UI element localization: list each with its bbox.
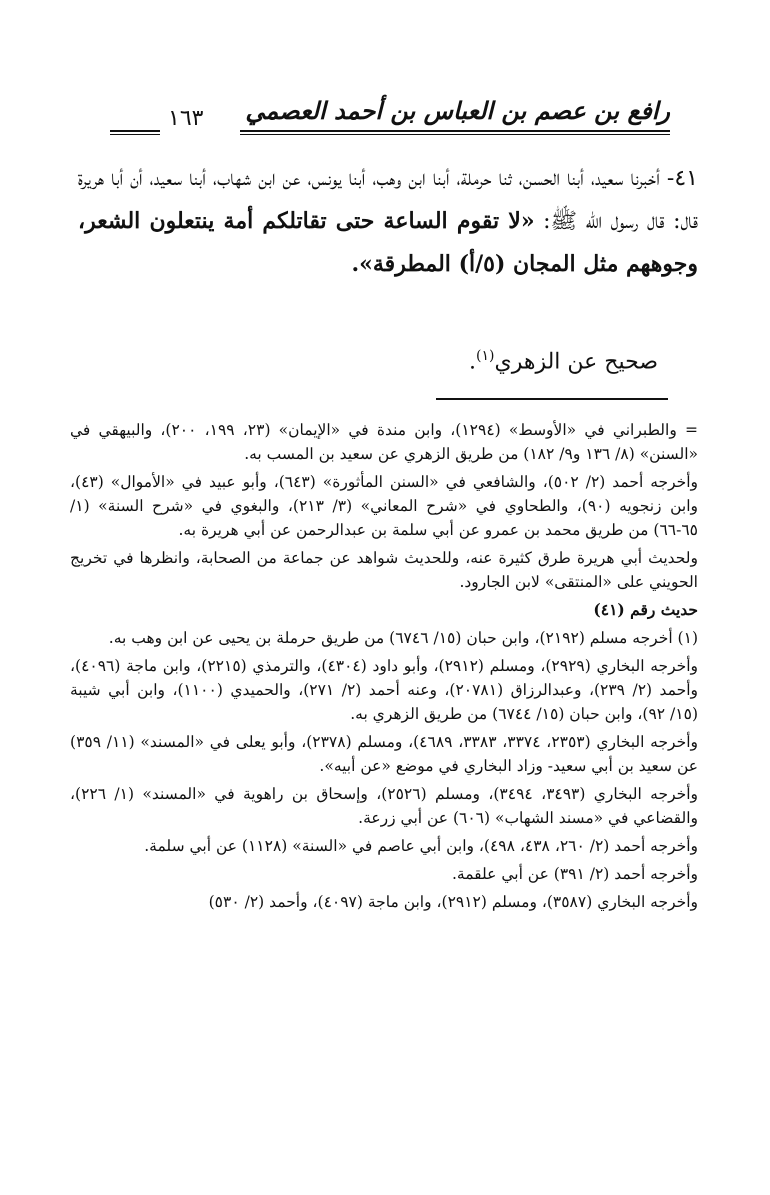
hadith-text [78, 158, 698, 286]
header-rule [240, 130, 670, 135]
footnote-1: (١) أخرجه مسلم (٢١٩٢)، وابن حبان (١٥/ ٦٧٤٦) من طريق حرملة بن يحيى عن ابن وهب به. [108, 629, 698, 647]
footnote-paragraph: وأخرجه أحمد (٢/ ٢٦٠، ٤٣٨، ٤٩٨)، وابن أبي عاصم في «السنة» (١١٢٨) عن أبي سلمة. [144, 837, 698, 855]
grade-end: . [469, 349, 477, 375]
footnotes [70, 418, 698, 918]
grade-text: صحيح عن الزهري [494, 349, 658, 375]
footnote-paragraph: ولحديث أبي هريرة طرق كثيرة عنه، وللحديث شواهد عن جماعة من الصحابة، وانظرها في تخريج الحويني على «المنتقى» لابن الجارود. [70, 549, 698, 591]
footnote-paragraph: وأخرجه أحمد (٢/ ٣٩١) عن أبي علقمة. [451, 865, 698, 883]
footnote-paragraph: وأخرجه البخاري (٣٥٨٧)، ومسلم (٢٩١٢)، وابن ماجة (٤٠٩٧)، وأحمد (٢/ ٥٣٠) [208, 893, 698, 911]
hadith-matn: «لا تقوم الساعة حتى تقاتلكم أمة ينتعلون الشعر، وجوههم مثل المجان (٥/أ) المطرقة». [78, 208, 698, 277]
footnote-paragraph: وأخرجه البخاري (٢٣٥٣، ٣٣٧٤، ٣٣٨٣، ٤٦٨٩)، ومسلم (٢٣٧٨)، وأبو يعلى في «المسند» (١١/ ٣٥٩) عن سعيد بن أبي سعيد- وزاد البخاري في موضع «عن أبيه». [70, 733, 698, 775]
hadith-grade [98, 336, 658, 382]
footnote-marker: (١) [476, 348, 495, 364]
footnote-paragraph: = والطبراني في «الأوسط» (١٢٩٤)، وابن مندة في «الإيمان» (٢٣، ١٩٩، ٢٠٠)، والبيهقي في «السنن» (٨/ ١٣٦ و٩/ ١٨٢) من طريق الزهري عن سعيد بن المسب به. [70, 421, 698, 463]
hadith-isnad: ٤١- أخبرنا سعيد، أبنا الحسن، ثنا حرملة، أبنا ابن وهب، أبنا يونس، عن ابن شهاب، أبنا سعيد، أن أبا هريرة قال: قال رسول اللّٰه ﷺ: [78, 166, 698, 234]
header-title: رافع بن عصم بن العباس بن أحمد العصمي [245, 96, 670, 125]
footnote-divider [436, 398, 668, 400]
footnote-paragraph: وأخرجه البخاري (٢٩٢٩)، ومسلم (٢٩١٢)، وأبو داود (٤٣٠٤)، والترمذي (٢٢١٥)، وابن ماجة (٤٠٩٦)، وأحمد (٢/ ٢٣٩)، وعبدالرزاق (٢٠٧٨١)، وعنه أحمد (٢/ ٢٧١)، والحميدي (١١٠٠)، وابن أبي شيبة (١٥/ ٩٢)، وابن حبان (١٥/ ٦٧٤٤) من طريق الزهري به. [70, 657, 699, 723]
page-number: ١٦٣ [168, 106, 204, 131]
footnote-paragraph: وأخرجه البخاري (٣٤٩٣، ٣٤٩٤)، ومسلم (٢٥٢٦)، وإسحاق بن راهوية في «المسند» (١/ ٢٢٦)، والقضاعي في «مسند الشهاب» (٦٠٦) عن أبي زرعة. [70, 785, 698, 827]
footnote-paragraph: وأخرجه أحمد (٢/ ٥٠٢)، والشافعي في «السنن المأثورة» (٦٤٣)، وأبو عبيد في «الأموال» (٤٣)، وابن زنجويه (٩٠)، والطحاوي في «شرح المعاني» (٣/ ٢١٣)، والبغوي في «شرح السنة» (١/ ٦٥-٦٦) من طريق محمد بن عمرو عن أبي سلمة بن عبدالرحمن عن أبي هريرة به. [70, 473, 699, 539]
header-rule-short [110, 130, 160, 135]
running-header [110, 96, 670, 136]
footnote-section-title: حديث رقم (٤١) [593, 600, 698, 619]
